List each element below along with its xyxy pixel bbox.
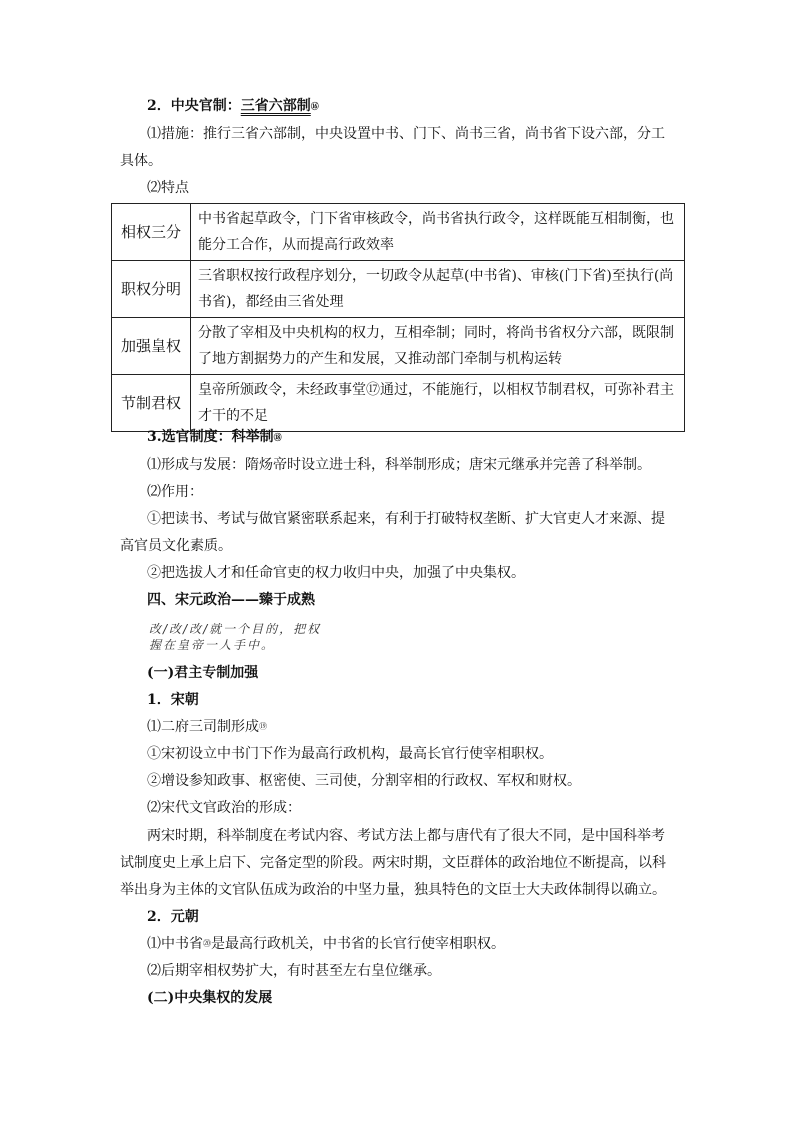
footnote-mark: ⑳ <box>203 939 211 948</box>
paragraph-line: ①宋初设立中书门下作为最高行政机构，最高长官行使宰相职权。 <box>147 746 553 762</box>
subsection-heading: (一)君主专制加强 <box>147 665 259 681</box>
paragraph-line: 两宋时期，科举制度在考试内容、考试方法上都与唐代有了很大不同，是中国科举考 <box>147 828 665 844</box>
section-heading <box>147 427 282 447</box>
table-row <box>112 261 685 318</box>
table-key-cell: 节制君权 <box>112 375 191 432</box>
paragraph-line: ②增设参知政事、枢密使、三司使，分割宰相的行政权、军权和财权。 <box>147 773 581 789</box>
table-value-cell: 中书省起草政令，门下省审核政令，尚书省执行政令，这样既能互相制衡，也能分工合作，从而提高行政效率 <box>191 204 685 261</box>
paragraph-line: 具体。 <box>120 153 162 169</box>
paragraph-line: 举出身为主体的文官队伍成为政治的中坚力量，独具特色的文臣士大夫政体制得以确立。 <box>120 882 666 898</box>
table-key-cell: 相权三分 <box>112 204 191 261</box>
handwritten-note: 改/改/改/就一个目的，把权 <box>149 622 322 636</box>
paragraph-text: ⑴中书省 <box>147 936 203 952</box>
paragraph-line: ⑵后期宰相权势扩大，有时甚至左右皇位继承。 <box>147 963 441 979</box>
features-table <box>111 203 685 432</box>
footnote-mark: ⑱ <box>273 432 282 442</box>
paragraph-line <box>147 934 505 954</box>
heading-text: 3.选官制度：科举制 <box>147 429 274 445</box>
subsection-heading: 2．元朝 <box>147 909 199 925</box>
table-value-cell: 三省职权按行政程序划分，一切政令从起草(中书省)、审核(门下省)至执行(尚书省)，都经由三省处理 <box>191 261 685 318</box>
subheading <box>147 717 267 737</box>
footnote-mark: ⑲ <box>259 722 267 731</box>
paragraph-line: ①把读书、考试与做官紧密联系起来，有利于打破特权垄断、扩大官吏人才来源、提 <box>147 511 665 527</box>
subheading: ⑵作用： <box>147 484 203 500</box>
heading-text: 2．中央官制： <box>147 98 241 114</box>
paragraph-line: ②把选拔人才和任命官吏的权力收归中央，加强了中央集权。 <box>147 565 525 581</box>
paragraph-line: ⑴形成与发展：隋炀帝时设立进士科，科举制形成；唐宋元继承并完善了科举制。 <box>147 457 651 473</box>
table-row <box>112 318 685 375</box>
subsection-heading: (二)中央集权的发展 <box>147 990 273 1006</box>
paragraph-line: ⑴措施：推行三省六部制，中央设置中书、门下、尚书三省，尚书省下设六部，分工 <box>147 126 665 142</box>
section-heading <box>147 96 319 116</box>
subheading-text: ⑴二府三司制形成 <box>147 719 259 735</box>
section-heading: 四、宋元政治——臻于成熟 <box>147 592 315 608</box>
paragraph-line: 试制度史上承上启下、完备定型的阶段。两宋时期，文臣群体的政治地位不断提高，以科 <box>120 855 666 871</box>
paragraph-text: 是最高行政机关，中书省的长官行使宰相职权。 <box>211 936 505 952</box>
footnote-mark: ⑯ <box>310 101 319 111</box>
subheading: ⑵特点 <box>147 180 189 196</box>
table-row <box>112 375 685 432</box>
table-key-cell: 加强皇权 <box>112 318 191 375</box>
table-value-cell: 皇帝所颁政令，未经政事堂⑰通过，不能施行，以相权节制君权，可弥补君主才干的不足 <box>191 375 685 432</box>
heading-term: 三省六部制 <box>240 98 311 114</box>
table-value-cell: 分散了宰相及中央机构的权力，互相牵制；同时，将尚书省权分六部，既限制了地方割据势力的产生和发展，又推动部门牵制与机构运转 <box>191 318 685 375</box>
table-row <box>112 204 685 261</box>
handwritten-note: 握在皇帝一人手中。 <box>149 638 276 652</box>
paragraph-line: 高官员文化素质。 <box>120 538 232 554</box>
subheading: ⑵宋代文官政治的形成： <box>147 800 301 816</box>
subsection-heading: 1．宋朝 <box>147 692 199 708</box>
table-key-cell: 职权分明 <box>112 261 191 318</box>
